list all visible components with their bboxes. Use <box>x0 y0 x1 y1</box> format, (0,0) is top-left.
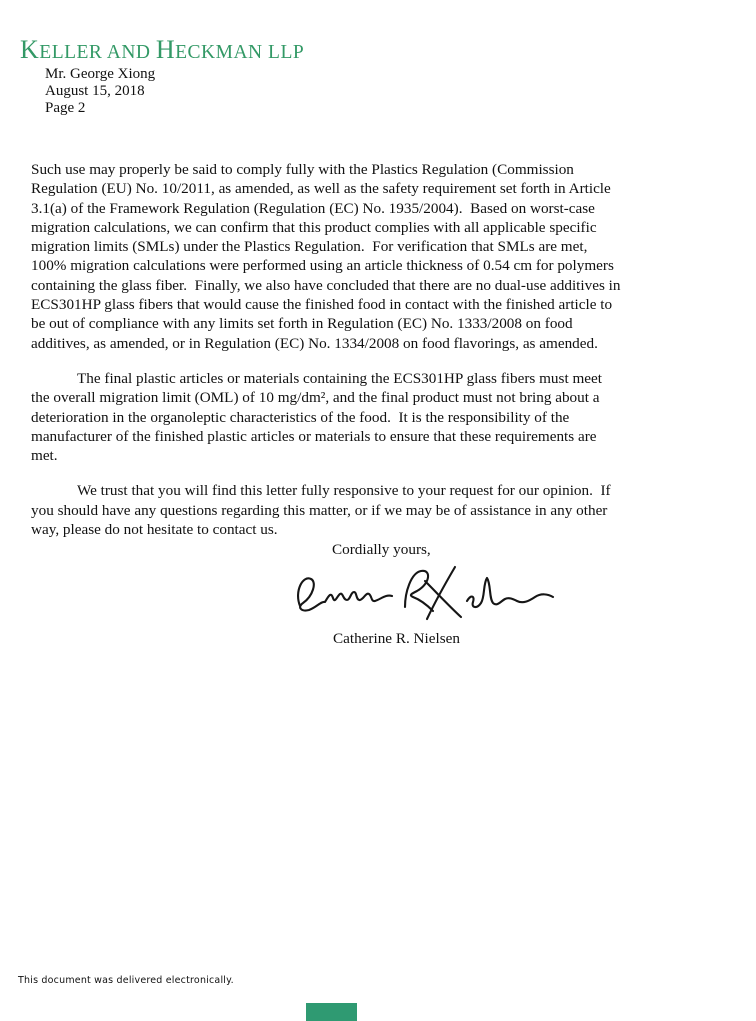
valediction: Cordially yours, <box>332 541 431 558</box>
signature-image <box>286 564 568 626</box>
accent-box <box>306 1003 357 1021</box>
text-line: migration calculations, we can confirm that this product complies with all applicable specific <box>31 218 597 236</box>
text-line: you should have any questions regarding this matter, or if we may be of assistance in any other <box>31 501 608 519</box>
text-line: deterioration in the organoleptic characteristics of the food. It is the responsibility of the <box>31 408 570 426</box>
signer-name: Catherine R. Nielsen <box>333 630 460 647</box>
delivery-note: This document was delivered electronically. <box>18 975 234 986</box>
text-line: Such use may properly be said to comply fully with the Plastics Regulation (Commission <box>31 161 574 178</box>
text-line: the overall migration limit (OML) of 10 mg/dm², and the final product must not bring about a <box>31 389 600 407</box>
text-line: ECS301HP glass fibers that would cause the finished food in contact with the finished article to <box>31 296 613 314</box>
text-line: containing the glass fiber. Finally, we also have concluded that there are no dual-use additives in <box>31 276 621 294</box>
text-line: The final plastic articles or materials containing the ECS301HP glass fibers must meet <box>77 369 602 387</box>
letter-body <box>31 160 731 555</box>
letterhead-initial: K <box>20 35 40 64</box>
letterhead-text: ECKMAN <box>175 42 269 63</box>
text-line: 3.1(a) of the Framework Regulation (Regulation (EC) No. 1935/2004). Based on worst-case <box>31 199 595 217</box>
page-number: Page 2 <box>45 99 86 116</box>
paragraph-closing <box>31 481 731 539</box>
text-line: manufacturer of the finished plastic articles or materials to ensure that these requirements are <box>31 427 597 445</box>
letterhead-suffix: LLP <box>268 42 305 63</box>
text-line: be out of compliance with any limits set forth in Regulation (EC) No. 1333/2008 on food <box>31 315 573 333</box>
address-block <box>45 66 155 116</box>
letterhead-text: ELLER AND <box>39 42 156 63</box>
recipient-name: Mr. George Xiong <box>45 66 156 82</box>
letter-date: August 15, 2018 <box>45 82 145 99</box>
text-line: additives, as amended, or in Regulation (EC) No. 1334/2008 on food flavorings, as amended. <box>31 334 598 352</box>
text-line: 100% migration calculations were performed using an article thickness of 0.54 cm for polymers <box>31 257 614 275</box>
paragraph-oml <box>31 369 731 465</box>
text-line: met. <box>31 447 58 465</box>
text-line: migration limits (SMLs) under the Plastics Regulation. For verification that SMLs are met, <box>31 238 588 256</box>
text-line: way, please do not hesitate to contact us. <box>31 521 278 539</box>
paragraph-compliance <box>31 160 731 353</box>
letterhead-logo <box>20 36 304 68</box>
letterhead-initial: H <box>155 35 176 64</box>
text-line: We trust that you will find this letter fully responsive to your request for our opinion. If <box>77 482 611 500</box>
text-line: Regulation (EU) No. 10/2011, as amended, as well as the safety requirement set forth in Article <box>31 180 611 198</box>
